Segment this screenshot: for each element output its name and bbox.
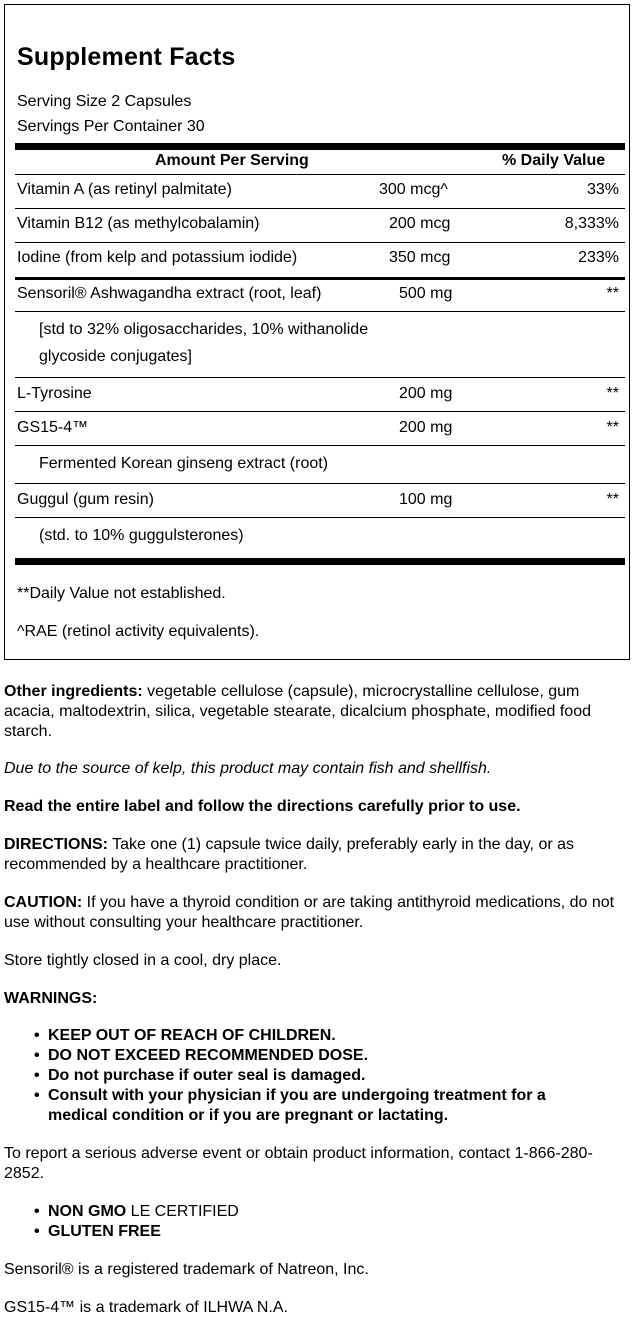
nutrient-dv: 233%: [578, 249, 619, 266]
serving-size: Serving Size 2 Capsules: [17, 93, 192, 110]
ingredient-amount: 500 mg: [399, 285, 453, 302]
list-item: [34, 1202, 624, 1222]
warnings-heading: WARNINGS:: [4, 990, 98, 1007]
medium-divider: [15, 277, 625, 280]
read-label-statement: Read the entire label and follow the directions carefully prior to use.: [4, 798, 521, 815]
other-ingredients: [4, 682, 624, 742]
divider: [470, 377, 625, 378]
list-item: • KEEP OUT OF REACH OF CHILDREN.: [34, 1026, 624, 1046]
thick-divider: [15, 558, 625, 565]
facts-title: Supplement Facts: [17, 43, 236, 71]
ingredient-subtext: [std to 32% oligosaccharides, 10% withanolide: [39, 321, 369, 338]
list-item: • Consult with your physician if you are undergoing treatment for a medical condition or if you are pregnant or lactating.: [34, 1086, 624, 1126]
divider: [15, 242, 625, 243]
footnote-rae: ^RAE (retinol activity equivalents).: [17, 623, 260, 640]
divider: [15, 174, 625, 175]
divider: [15, 445, 625, 446]
ingredient-name: Sensoril® Ashwagandha extract (root, leaf): [17, 285, 322, 302]
nutrient-dv: 8,333%: [564, 215, 619, 232]
directions-label: DIRECTIONS:: [4, 836, 108, 853]
trademark-gs15: GS15-4™ is a trademark of ILHWA N.A.: [4, 1299, 288, 1316]
header-dv: % Daily Value: [502, 152, 606, 169]
ingredient-dv: **: [606, 491, 619, 508]
ingredient-amount: 100 mg: [399, 491, 453, 508]
ingredient-name: Guggul (gum resin): [17, 491, 154, 508]
directions-text: Take one (1) capsule twice daily, preferably early in the day, or as recommended by a healthcare practitioner.: [4, 836, 575, 873]
other-ingredients-label: Other ingredients:: [4, 683, 143, 700]
ingredient-amount: 200 mg: [399, 385, 453, 402]
cert-le-certified: LE CERTIFIED: [126, 1203, 239, 1220]
divider: [15, 311, 625, 312]
list-item: • Do not purchase if outer seal is damaged.: [34, 1066, 624, 1086]
certifications-list: [4, 1202, 624, 1242]
ingredient-dv: **: [606, 285, 619, 302]
nutrient-name: Iodine (from kelp and potassium iodide): [17, 249, 298, 266]
divider: [15, 517, 625, 518]
divider: [470, 483, 625, 484]
divider: [15, 377, 470, 378]
nutrient-name: Vitamin A (as retinyl palmitate): [17, 181, 232, 198]
caution-text: If you have a thyroid condition or are taking antithyroid medications, do not use without consulting your healthcare practitioner.: [4, 894, 615, 931]
caution: [4, 893, 624, 933]
ingredient-dv: **: [606, 419, 619, 436]
thick-divider: [15, 143, 625, 150]
cert-nongmo: NON GMO: [48, 1203, 127, 1220]
ingredient-name: L-Tyrosine: [17, 385, 92, 402]
nutrient-amount: 200 mcg: [389, 215, 451, 232]
ingredient-subtext: Fermented Korean ginseng extract (root): [39, 455, 329, 472]
ingredient-subtext: (std. to 10% guggulsterones): [39, 527, 244, 544]
nutrient-amount: 300 mcg^: [379, 181, 448, 198]
ingredient-subtext: glycoside conjugates]: [39, 348, 192, 365]
supplement-facts-panel: [4, 4, 630, 660]
trademark-sensoril: Sensoril® is a registered trademark of Natreon, Inc.: [4, 1261, 369, 1278]
warnings-list: [4, 1026, 624, 1126]
nutrient-dv: 33%: [586, 181, 619, 198]
header-amount: Amount Per Serving: [155, 152, 309, 169]
report-statement: To report a serious adverse event or obtain product information, contact 1-866-280-2852.: [4, 1145, 593, 1182]
list-item: • DO NOT EXCEED RECOMMENDED DOSE.: [34, 1046, 624, 1066]
directions: [4, 835, 624, 875]
servings-per-container: Servings Per Container 30: [17, 118, 205, 135]
other-ingredients-text: vegetable cellulose (capsule), microcrystalline cellulose, gum acacia, maltodextrin, silica, vegetable stearate, dicalcium phosphate, modified food starch.: [4, 683, 591, 740]
caution-label: CAUTION:: [4, 894, 83, 911]
footnote-dv: **Daily Value not established.: [17, 585, 226, 602]
divider: [15, 411, 625, 412]
nutrient-name: Vitamin B12 (as methylcobalamin): [17, 215, 260, 232]
ingredient-dv: **: [606, 385, 619, 402]
divider: [15, 483, 470, 484]
list-item: • GLUTEN FREE: [34, 1222, 624, 1242]
allergen-statement: Due to the source of kelp, this product may contain fish and shellfish.: [4, 760, 492, 777]
nutrient-amount: 350 mcg: [389, 249, 451, 266]
storage-statement: Store tightly closed in a cool, dry place.: [4, 952, 282, 969]
ingredient-name: GS15-4™: [17, 419, 89, 436]
ingredient-amount: 200 mg: [399, 419, 453, 436]
divider: [15, 208, 625, 209]
